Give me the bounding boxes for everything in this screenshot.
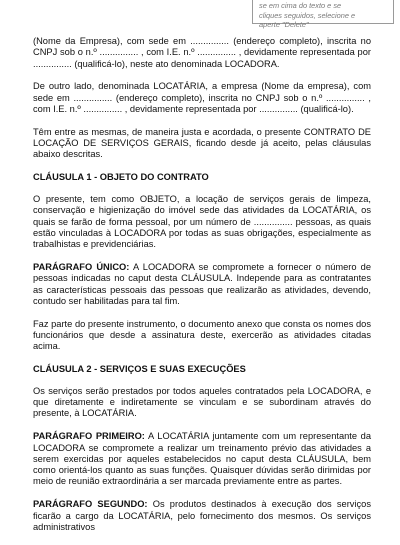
clause-1-paragrafo-unico xyxy=(33,262,371,307)
hint-line-2: cliques seguidos, selecione e xyxy=(259,10,356,20)
contract-document xyxy=(33,36,371,545)
clause-1-heading: CLÁUSULA 1 - OBJETO DO CONTRATO xyxy=(33,172,209,183)
intro-locadora-paragraph: (Nome da Empresa), com sede em ............... (endereço completo), inscrita no CNPJ sob o n.º ............... , com I.E. n.º ............... , devidamente representada por ............... (qualificá-lo), neste ato denominada LOCADORA. xyxy=(33,36,371,69)
clause-1-closing: Faz parte do presente instrumento, o documento anexo que consta os nomes dos funcionários que desde a assinatura deste, exercerão as atividades citadas acima. xyxy=(33,318,371,352)
hint-line-1: se em cima do texto e se xyxy=(259,1,342,10)
paragrafo-primeiro-text: A LOCATÁRIA juntamente com um representante da LOCADORA se compromete a realizar um treinamento prévio das atividades a serem exercidas por aqueles estabelecidos no caput desta CLÁUSULA, bem como orientá-los quanto as suas funções. Quaisquer dúvidas serão dirimidas por meio de reunião extraordinária a ser marcada previamente entre as partes. xyxy=(33,431,372,487)
clause-1-body: O presente, tem como OBJETO, a locação de serviços gerais de limpeza, conservação e higienização do imóvel sede das atividades da LOCATÁRIA, os quais se farão de forma pessoal, por um número de ............... pessoas, as quais estão vinculadas à LOCADORA por todas as suas obrigações, especialmente as trabalhistas e previdenciárias. xyxy=(33,193,371,250)
intro-agreement-paragraph: Têm entre as mesmas, de maneira justa e acordada, o presente CONTRATO DE LOCAÇÃO DE SERVIÇOS GERAIS, ficando desde já aceito, pelas cláusulas abaixo descritas. xyxy=(33,126,371,160)
editing-hint-box xyxy=(252,0,394,29)
clause-2-paragrafo-segundo xyxy=(33,499,371,533)
hint-line-3: aperte "Delete" xyxy=(259,20,309,29)
clause-2-paragrafo-primeiro xyxy=(33,431,371,487)
clause-2-body: Os serviços serão prestados por todos aqueles contratados pela LOCADORA, e que diretamente e indiretamente se vinculam e se subordinam através do presente, à LOCATÁRIA. xyxy=(33,385,371,419)
intro-locataria-paragraph: De outro lado, denominada LOCATÁRIA, a empresa (Nome da empresa), com sede em ............... (endereço completo), inscrita no CNPJ sob o n.º ............... , com I.E. n.º ............... , devidamente representada por ............... (qualificá-lo). xyxy=(33,81,371,114)
paragrafo-segundo-text: Os produtos destinados à execução dos serviços ficarão a cargo da LOCATÁRIA, pelo fornecimento dos mesmos. Os serviços administrativos xyxy=(33,499,371,532)
paragrafo-primeiro-label: PARÁGRAFO PRIMEIRO: xyxy=(33,431,145,442)
paragrafo-unico-label: PARÁGRAFO ÚNICO: xyxy=(33,261,130,272)
paragrafo-unico-text: A LOCADORA se compromete a fornecer o número de pessoas indicadas no caput desta CLÁUSULA. Independe para as contratantes as características pessoais das pessoas que realizarão as atividades, devendo, contudo ser habilitadas para tal fim. xyxy=(33,261,371,306)
clause-2-heading: CLÁUSULA 2 - SERVIÇOS E SUAS EXECUÇÕES xyxy=(33,364,246,375)
paragrafo-segundo-label: PARÁGRAFO SEGUNDO: xyxy=(33,499,148,510)
